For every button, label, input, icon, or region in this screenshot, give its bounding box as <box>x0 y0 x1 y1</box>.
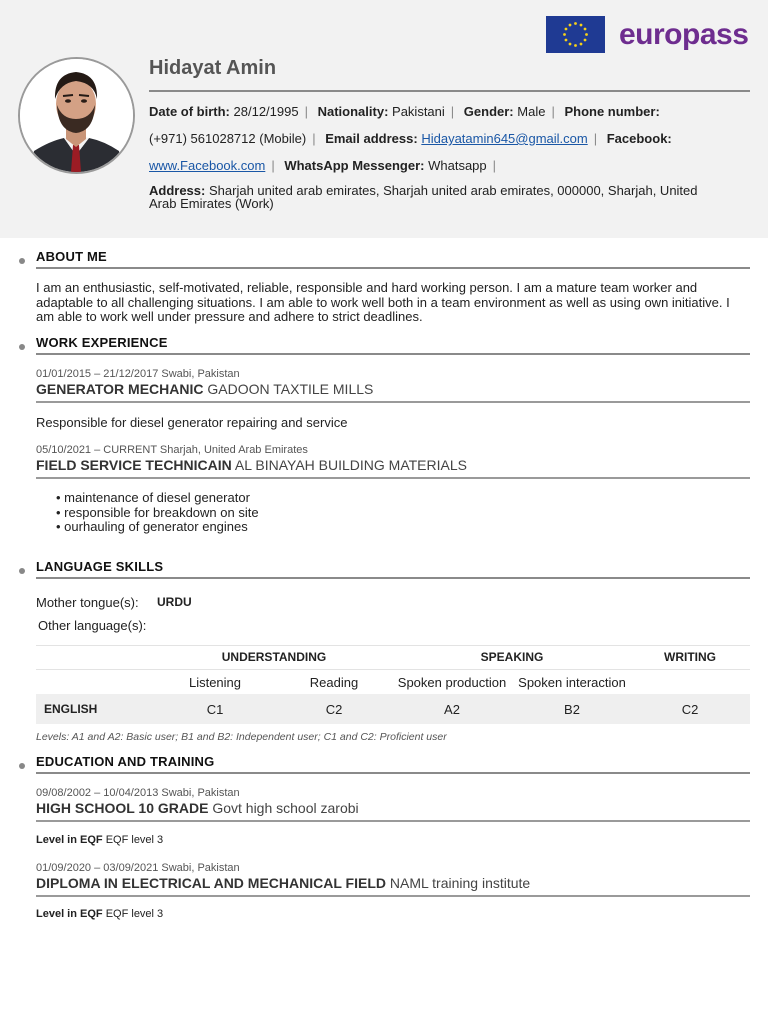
language-divider <box>36 577 750 579</box>
level-writing: C2 <box>681 702 699 717</box>
job-1-description: Responsible for diesel generator repairing and service <box>36 415 348 430</box>
about-title: ABOUT ME <box>36 249 107 264</box>
education-2-degree: DIPLOMA IN ELECTRICAL AND MECHANICAL FIELD <box>36 875 386 891</box>
flag-star-icon <box>565 28 568 31</box>
subheader-spoken-production: Spoken production <box>397 675 507 690</box>
phone-value: (+971) 561028712 (Mobile) <box>149 131 307 146</box>
nationality-value: Pakistani <box>392 104 445 119</box>
subheader-listening: Listening <box>188 675 242 690</box>
job-1-employer: GADOON TAXTILE MILLS <box>207 381 374 397</box>
job-2-dates: 05/10/2021 – CURRENT Sharjah, United Arab Emirates <box>36 444 308 456</box>
section-bullet-icon <box>19 568 25 574</box>
other-languages-label: Other language(s): <box>38 618 147 633</box>
eqf-value: EQF level 3 <box>105 908 164 920</box>
email-link[interactable]: Hidayatamin645@gmail.com <box>421 131 588 146</box>
phone-label: Phone number: <box>564 104 660 119</box>
person-name: Hidayat Amin <box>149 57 277 79</box>
address-value: Sharjah united arab emirates, Sharjah united arab emirates, 000000, Sharjah, United Arab Emirates (Work) <box>149 183 698 211</box>
job-1-heading <box>36 381 373 397</box>
job-2-bullets <box>56 491 259 535</box>
whatsapp-value: Whatsapp <box>428 158 487 173</box>
levels-caption: Levels: A1 and A2: Basic user; B1 and B2: Independent user; C1 and C2: Proficient user <box>36 731 447 743</box>
list-item: • maintenance of diesel generator <box>56 491 259 506</box>
flag-star-icon <box>574 44 577 47</box>
flag-star-icon <box>584 39 587 42</box>
section-bullet-icon <box>19 763 25 769</box>
about-text: I am an enthusiastic, self-motivated, reliable, responsible and hard working person. I am a mature team worker and adaptable to all challenging situations. I am able to work well both in a team environment as well as using own initiative. I am able to work well under pressure and adhere to strict deadlines. <box>36 280 730 324</box>
dob-value: 28/12/1995 <box>233 104 299 119</box>
flag-star-icon <box>563 33 566 36</box>
language-title: LANGUAGE SKILLS <box>36 559 164 574</box>
mother-tongue-label: Mother tongue(s): <box>36 595 139 610</box>
job-2-role: FIELD SERVICE TECHNICAIN <box>36 457 232 473</box>
education-divider <box>36 772 750 774</box>
education-title: EDUCATION AND TRAINING <box>36 754 215 769</box>
language-name: ENGLISH <box>44 702 98 716</box>
education-1-heading <box>36 800 359 816</box>
level-spoken-interaction: B2 <box>564 702 580 717</box>
profile-photo <box>18 57 135 174</box>
header-writing: WRITING <box>664 650 716 664</box>
section-bullet-icon <box>19 258 25 264</box>
header-understanding: UNDERSTANDING <box>221 650 327 664</box>
work-title: WORK EXPERIENCE <box>36 335 168 350</box>
eqf-value: EQF level 3 <box>105 834 164 846</box>
dob-label: Date of birth: <box>149 104 230 119</box>
level-spoken-production: A2 <box>444 702 460 717</box>
list-item: • responsible for breakdown on site <box>56 506 259 521</box>
facebook-label: Facebook: <box>606 131 672 146</box>
education-2-eqf <box>36 908 163 920</box>
flag-star-icon <box>569 24 572 27</box>
facebook-link[interactable]: www.Facebook.com <box>149 158 266 173</box>
flag-star-icon <box>580 24 583 27</box>
job-2-heading <box>36 457 467 473</box>
gender-label: Gender: <box>463 104 514 119</box>
header-speaking: SPEAKING <box>480 650 544 664</box>
list-item: • ourhauling of generator engines <box>56 520 259 535</box>
education-2-divider <box>36 895 750 897</box>
education-1-school: Govt high school zarobi <box>212 800 359 816</box>
gender-value: Male <box>517 104 546 119</box>
personal-info-line-3: www.Facebook.com | WhatsApp Messenger: Whatsapp | <box>149 158 497 173</box>
eqf-label: Level in EQF <box>36 834 103 846</box>
subheader-reading: Reading <box>309 675 359 690</box>
whatsapp-label: WhatsApp Messenger: <box>284 158 425 173</box>
nationality-label: Nationality: <box>317 104 389 119</box>
personal-info-line-2: (+971) 561028712 (Mobile) | Email address: Hidayatamin645@gmail.com | Facebook: <box>149 131 672 146</box>
education-1-divider <box>36 820 750 822</box>
subheader-spoken-interaction: Spoken interaction <box>518 675 626 690</box>
education-2-school: NAML training institute <box>389 875 531 891</box>
flag-star-icon <box>574 22 577 25</box>
level-listening: C1 <box>206 702 224 717</box>
mother-tongue-value: URDU <box>157 595 192 609</box>
job-1-divider <box>36 401 750 403</box>
eqf-label: Level in EQF <box>36 908 103 920</box>
education-1-dates: 09/08/2002 – 10/04/2013 Swabi, Pakistan <box>36 787 240 799</box>
flag-star-icon <box>580 43 583 46</box>
europass-logo <box>546 16 748 53</box>
address-label: Address: <box>149 183 206 198</box>
flag-star-icon <box>569 43 572 46</box>
job-2-employer: AL BINAYAH BUILDING MATERIALS <box>234 457 467 473</box>
section-bullet-icon <box>19 344 25 350</box>
education-2-dates: 01/09/2020 – 03/09/2021 Swabi, Pakistan <box>36 862 240 874</box>
education-1-eqf <box>36 834 163 846</box>
name-divider <box>149 90 750 92</box>
personal-info-line-1: Date of birth: 28/12/1995 | Nationality: Pakistani | Gender: Male | Phone number: <box>149 104 660 119</box>
job-1-dates: 01/01/2015 – 21/12/2017 Swabi, Pakistan <box>36 368 240 380</box>
flag-star-icon <box>584 28 587 31</box>
level-reading: C2 <box>325 702 343 717</box>
education-1-degree: HIGH SCHOOL 10 GRADE <box>36 800 209 816</box>
table-header-rule <box>36 669 750 670</box>
table-top-rule <box>36 645 750 646</box>
about-divider <box>36 267 750 269</box>
job-1-role: GENERATOR MECHANIC <box>36 381 204 397</box>
eu-flag-icon <box>546 16 605 53</box>
education-2-heading <box>36 875 530 891</box>
flag-star-icon <box>585 33 588 36</box>
europass-logo-text: europass <box>619 17 749 51</box>
address <box>149 184 709 210</box>
email-label: Email address: <box>325 131 418 146</box>
flag-star-icon <box>565 39 568 42</box>
job-2-divider <box>36 477 750 479</box>
work-divider <box>36 353 750 355</box>
